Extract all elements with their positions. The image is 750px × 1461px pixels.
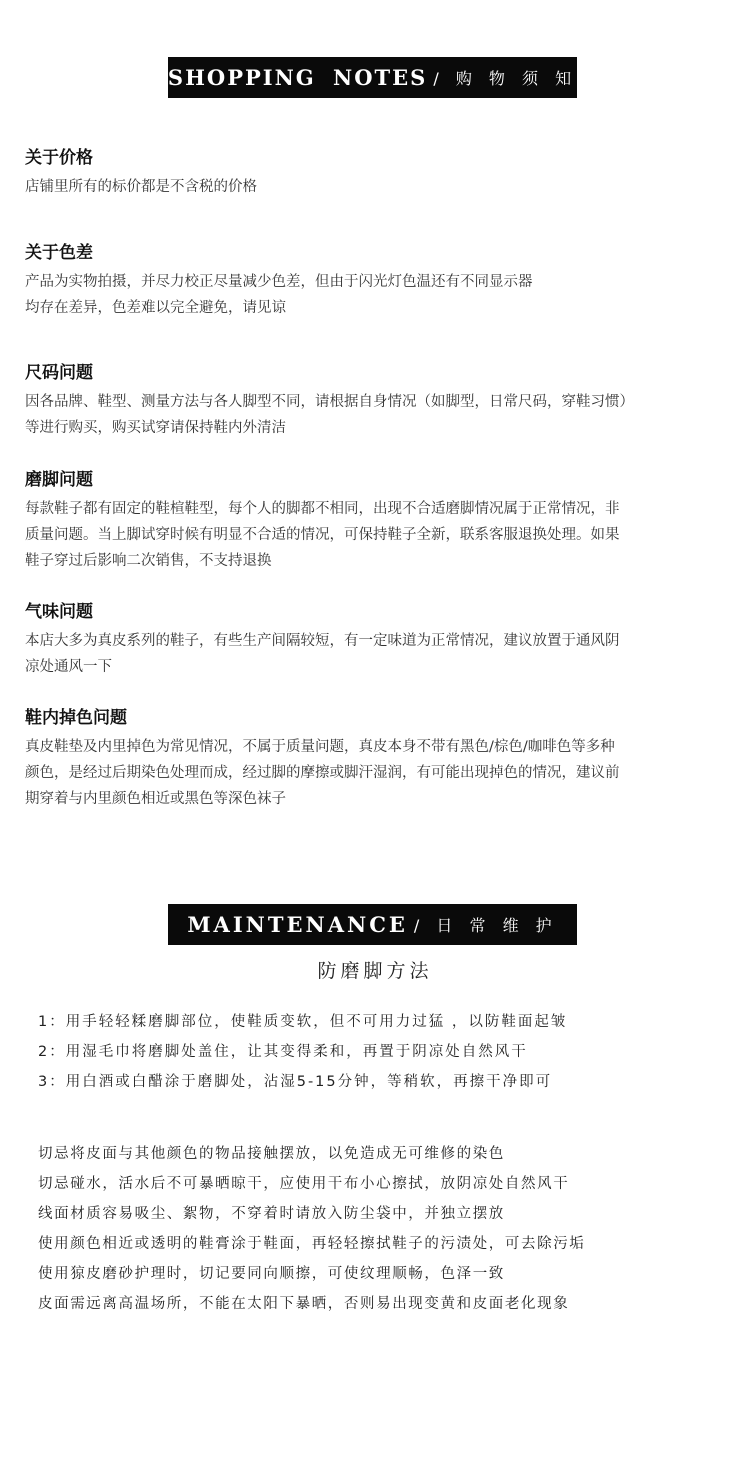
section-line: 真皮鞋垫及内里掉色为常见情况，不属于质量问题，真皮本身不带有黑色/棕色/咖啡色等多种 [25,739,615,755]
caution-line: 线面材质容易吸尘、絮物，不穿着时请放入防尘袋中，并独立摆放 [38,1206,505,1222]
caution-line: 皮面需远离高温场所，不能在太阳下暴晒，否则易出现变黄和皮面老化现象 [38,1296,570,1312]
shopping-notes-title-en: SHOPPING NOTES [167,65,428,90]
maintenance-banner [168,904,577,945]
caution-line: 切忌将皮面与其他颜色的物品接触摆放，以免造成无可维修的染色 [38,1146,505,1162]
section-heading: 关于价格 [25,148,93,168]
section-heading: 磨脚问题 [25,470,93,490]
method-step: 2：用湿毛巾将磨脚处盖住，让其变得柔和，再置于阴凉处自然风干 [38,1044,528,1060]
notes-section-color [25,243,740,321]
maintenance-title-en: MAINTENANCE [187,912,408,937]
notes-section-odor [25,602,740,680]
caution-line: 使用猄皮磨砂护理时，切记要同向顺擦，可使纹理顺畅，色泽一致 [38,1266,505,1282]
method-step: 1：用手轻轻糅磨脚部位，使鞋质变软，但不可用力过猛 ，以防鞋面起皱 [38,1014,568,1030]
section-line: 等进行购买，购买试穿请保持鞋内外清洁 [25,420,286,436]
section-line: 期穿着与内里颜色相近或黑色等深色袜子 [25,791,286,807]
section-line: 均存在差异，色差难以完全避免，请见谅 [25,300,286,316]
section-line: 店铺里所有的标价都是不含税的价格 [25,179,257,195]
caution-line: 切忌碰水，活水后不可暴晒晾干，应使用干布小心擦拭，放阴凉处自然风干 [38,1176,570,1192]
section-line: 鞋子穿过后影响二次销售，不支持退换 [25,553,272,569]
section-line: 凉处通风一下 [25,659,112,675]
care-cautions [38,1139,743,1319]
section-heading: 鞋内掉色问题 [25,708,127,728]
method-step: 3：用白酒或白醋涂于磨脚处，沾湿5-15分钟，等稍软，再擦干净即可 [38,1074,553,1090]
section-line: 颜色，是经过后期染色处理而成，经过脚的摩擦或脚汗湿润，有可能出现掉色的情况，建议前 [25,765,620,781]
method-steps [38,1007,738,1097]
section-line: 产品为实物拍摄，并尽力校正尽量减少色差，但由于闪光灯色温还有不同显示器 [25,274,533,290]
section-line: 每款鞋子都有固定的鞋楦鞋型，每个人的脚都不相同，出现不合适磨脚情况属于正常情况，非 [25,501,620,517]
section-line: 本店大多为真皮系列的鞋子，有些生产间隔较短，有一定味道为正常情况，建议放置于通风阴 [25,633,620,649]
notes-section-rubbing [25,470,740,574]
notes-section-size [25,363,740,441]
section-line: 质量问题。当上脚试穿时候有明显不合适的情况，可保持鞋子全新，联系客服退换处理。如果 [25,527,620,543]
method-title: 防磨脚方法 [317,960,433,982]
caution-line: 使用颜色相近或透明的鞋膏涂于鞋面，再轻轻擦拭鞋子的污渍处，可去除污垢 [38,1236,586,1252]
notes-section-fading [25,708,740,812]
notes-section-price [25,148,740,200]
section-line: 因各品牌、鞋型、测量方法与各人脚型不同，请根据自身情况（如脚型，日常尺码，穿鞋习惯） [25,394,634,410]
section-heading: 气味问题 [25,602,93,622]
section-heading: 尺码问题 [25,363,93,383]
maintenance-title-zh: / 日 常 维 护 [413,916,558,935]
shopping-notes-banner [168,57,577,98]
section-heading: 关于色差 [25,243,93,263]
shopping-notes-title-zh: / 购 物 须 知 [433,69,578,88]
